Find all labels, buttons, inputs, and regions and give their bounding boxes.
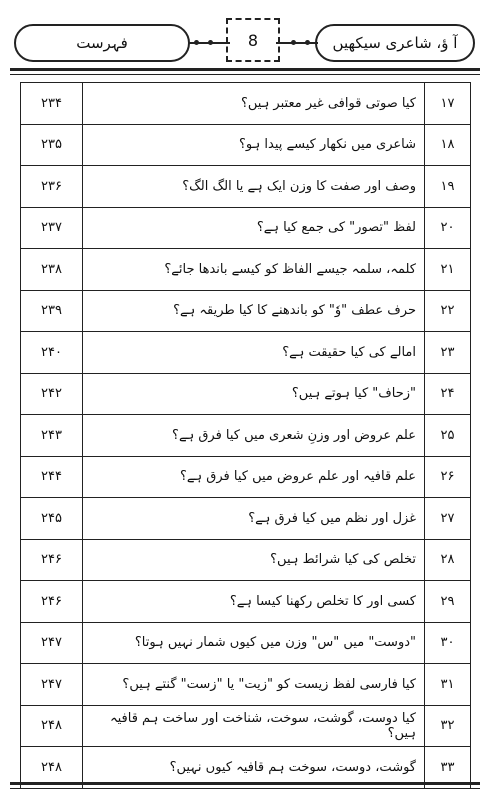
toc-entry-page: ۲۴۲ bbox=[21, 373, 83, 415]
toc-entry-page: ۲۴۷ bbox=[21, 622, 83, 664]
page-number: 8 bbox=[247, 30, 259, 50]
toc-entry-number: ۲۶ bbox=[425, 456, 471, 498]
toc-entry-title: "دوست" میں "س" وزن میں کیوں شمار نہیں ہوتا؟ bbox=[83, 622, 425, 664]
page-number-box bbox=[226, 18, 280, 62]
section-title: فہرست bbox=[76, 34, 128, 52]
toc-entry-title: کیا فارسی لفظ زیست کو "زیت" یا "زست" گنتے ہیں؟ bbox=[83, 664, 425, 706]
toc-entry-page: ۲۴۶ bbox=[21, 539, 83, 581]
book-title: آ ؤ، شاعری سیکھیں bbox=[332, 34, 458, 52]
header-rule bbox=[10, 68, 480, 71]
toc-entry-title: لفظ "تصور" کی جمع کیا ہے؟ bbox=[83, 207, 425, 249]
toc-entry-number: ۱۹ bbox=[425, 166, 471, 208]
toc-row bbox=[21, 249, 471, 291]
toc-row bbox=[21, 332, 471, 374]
toc-entry-page: ۲۳۸ bbox=[21, 249, 83, 291]
toc-entry-page: ۲۳۵ bbox=[21, 124, 83, 166]
toc-entry-page: ۲۴۶ bbox=[21, 581, 83, 623]
toc-entry-title: کیا دوست، گوشت، سوخت، شناخت اور ساخت ہم قافیہ ہیں؟ bbox=[83, 705, 425, 747]
toc-entry-title: وصف اور صفت کا وزن ایک ہے یا الگ الگ؟ bbox=[83, 166, 425, 208]
connector-dot bbox=[305, 40, 310, 45]
toc-row bbox=[21, 290, 471, 332]
toc-entry-page: ۲۳۴ bbox=[21, 83, 83, 125]
toc-entry-number: ۲۳ bbox=[425, 332, 471, 374]
toc-entry-title: شاعری میں نکھار کیسے پیدا ہو؟ bbox=[83, 124, 425, 166]
toc-row bbox=[21, 83, 471, 125]
page-header bbox=[10, 18, 480, 66]
toc-entry-page: ۲۴۵ bbox=[21, 498, 83, 540]
toc-row bbox=[21, 498, 471, 540]
toc-entry-number: ۱۸ bbox=[425, 124, 471, 166]
header-rule-thin bbox=[10, 74, 480, 75]
toc-entry-title: گوشت، دوست، سوخت ہم قافیہ کیوں نہیں؟ bbox=[83, 747, 425, 789]
toc-entry-page: ۲۳۷ bbox=[21, 207, 83, 249]
toc-row bbox=[21, 415, 471, 457]
toc-entry-page: ۲۴۸ bbox=[21, 705, 83, 747]
toc-entry-title: حرف عطف "وٗ" کو باندھنے کا کیا طریقہ ہے؟ bbox=[83, 290, 425, 332]
toc-entry-page: ۲۳۶ bbox=[21, 166, 83, 208]
connector-dot bbox=[291, 40, 296, 45]
toc-entry-number: ۳۳ bbox=[425, 747, 471, 789]
toc-entry-number: ۲۰ bbox=[425, 207, 471, 249]
toc-row bbox=[21, 664, 471, 706]
toc-entry-title: کلمہ، سلمہ جیسے الفاظ کو کیسے باندھا جائے؟ bbox=[83, 249, 425, 291]
toc-entry-number: ۳۱ bbox=[425, 664, 471, 706]
toc-row bbox=[21, 124, 471, 166]
toc-row bbox=[21, 539, 471, 581]
toc-entry-title: غزل اور نظم میں کیا فرق ہے؟ bbox=[83, 498, 425, 540]
toc-entry-number: ۳۰ bbox=[425, 622, 471, 664]
toc-entry-number: ۲۴ bbox=[425, 373, 471, 415]
toc-entry-title: امالے کی کیا حقیقت ہے؟ bbox=[83, 332, 425, 374]
footer-rule-thin bbox=[10, 788, 480, 789]
toc-row bbox=[21, 581, 471, 623]
toc-entry-page: ۲۴۷ bbox=[21, 664, 83, 706]
connector-dot bbox=[194, 40, 199, 45]
toc-entry-title: کسی اور کا تخلص رکھنا کیسا ہے؟ bbox=[83, 581, 425, 623]
toc-entry-page: ۲۴۴ bbox=[21, 456, 83, 498]
toc-entry-title: کیا صوتی قوافی غیر معتبر ہیں؟ bbox=[83, 83, 425, 125]
toc-entry-title: تخلص کی کیا شرائط ہیں؟ bbox=[83, 539, 425, 581]
toc-entry-page: ۲۴۸ bbox=[21, 747, 83, 789]
section-title-pill bbox=[14, 24, 190, 62]
connector-line-right bbox=[276, 42, 318, 44]
toc-entry-number: ۲۸ bbox=[425, 539, 471, 581]
toc-entry-page: ۲۴۳ bbox=[21, 415, 83, 457]
toc-entry-title: "زحاف" کیا ہوتے ہیں؟ bbox=[83, 373, 425, 415]
toc-table bbox=[20, 82, 471, 789]
connector-dot bbox=[208, 40, 213, 45]
toc-entry-number: ۲۹ bbox=[425, 581, 471, 623]
toc-entry-page: ۲۴۰ bbox=[21, 332, 83, 374]
toc-entry-page: ۲۳۹ bbox=[21, 290, 83, 332]
toc-entry-number: ۲۱ bbox=[425, 249, 471, 291]
toc-row bbox=[21, 456, 471, 498]
toc-row bbox=[21, 373, 471, 415]
toc-row bbox=[21, 207, 471, 249]
book-title-pill bbox=[315, 24, 475, 62]
toc-body bbox=[21, 83, 471, 789]
toc-entry-number: ۲۲ bbox=[425, 290, 471, 332]
toc-entry-number: ۲۵ bbox=[425, 415, 471, 457]
toc-entry-title: علم قافیہ اور علم عروض میں کیا فرق ہے؟ bbox=[83, 456, 425, 498]
toc-row bbox=[21, 705, 471, 747]
toc-row bbox=[21, 166, 471, 208]
footer-rule bbox=[10, 782, 480, 785]
toc-entry-number: ۱۷ bbox=[425, 83, 471, 125]
toc-entry-number: ۲۷ bbox=[425, 498, 471, 540]
toc-row bbox=[21, 622, 471, 664]
toc-entry-title: علم عروض اور وزنِ شعری میں کیا فرق ہے؟ bbox=[83, 415, 425, 457]
toc-entry-number: ۳۲ bbox=[425, 705, 471, 747]
